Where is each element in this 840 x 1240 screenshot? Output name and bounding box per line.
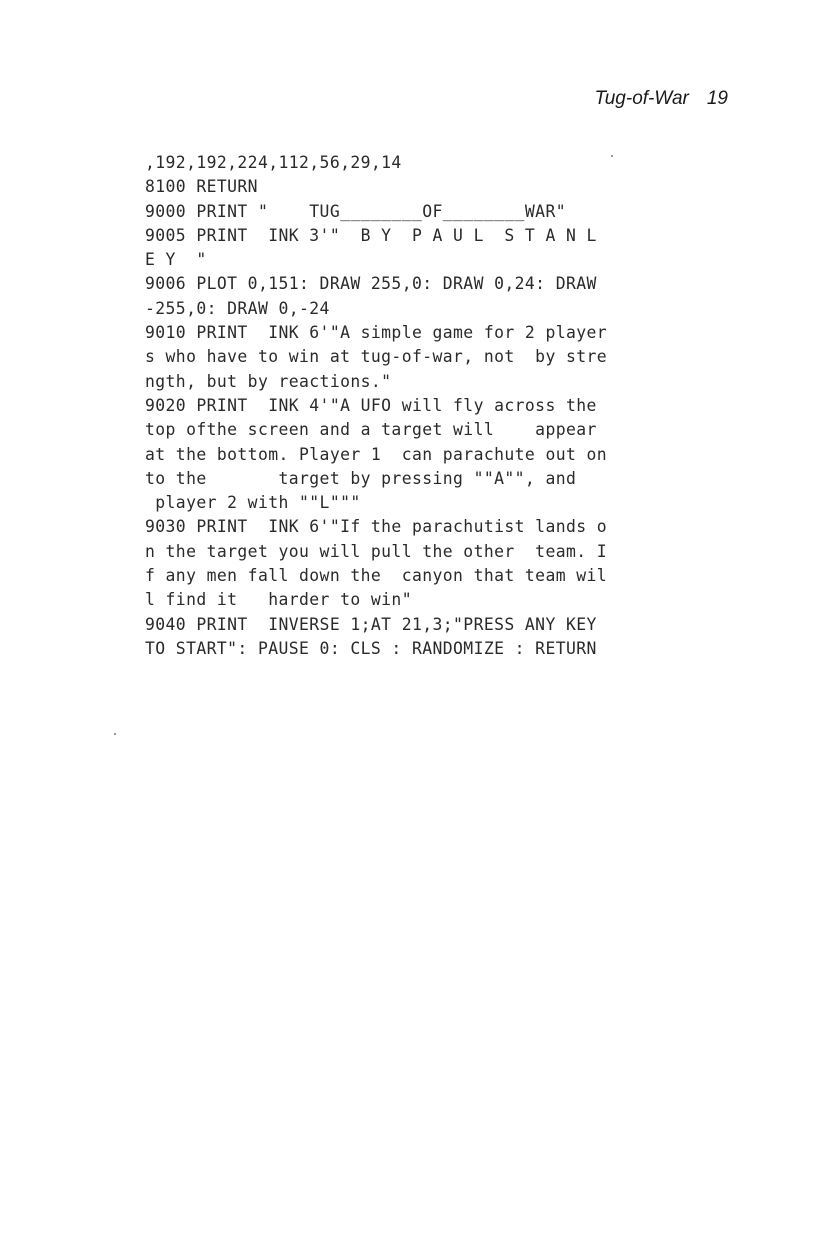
listing-line: 9006 PLOT 0,151: DRAW 255,0: DRAW 0,24: DRAW [145, 274, 597, 294]
listing-line: s who have to win at tug-of-war, not by stre [145, 347, 608, 367]
listing-line: 9020 PRINT INK 4'"A UFO will fly across the [145, 395, 597, 415]
listing-line: player 2 with ""L""" [145, 493, 361, 513]
listing-line: -255,0: DRAW 0,-24 [145, 298, 330, 318]
chapter-title: Tug-of-War [594, 88, 689, 109]
program-listing [145, 151, 745, 661]
paper-speck [611, 155, 613, 157]
listing-line: 9010 PRINT INK 6'"A simple game for 2 player [145, 323, 608, 343]
listing-line: 8100 RETURN [145, 177, 258, 197]
listing-line: top ofthe screen and a target will appear [145, 420, 597, 440]
listing-line: 9040 PRINT INVERSE 1;AT 21,3;"PRESS ANY KEY [145, 614, 597, 634]
running-head [595, 88, 728, 110]
listing-line: E Y " [145, 250, 207, 270]
listing-line: at the bottom. Player 1 can parachute out on [145, 444, 608, 464]
listing-line: to the target by pressing ""A"", and [145, 468, 577, 488]
listing-line: ngth, but by reactions." [145, 371, 392, 391]
listing-line: f any men fall down the canyon that team wil [145, 566, 608, 586]
listing-line: 9005 PRINT INK 3'" B Y P A U L S T A N L [145, 225, 597, 245]
listing-line: 9030 PRINT INK 6'"If the parachutist lands o [145, 517, 608, 537]
listing-line: ,192,192,224,112,56,29,14 [145, 153, 402, 172]
listing-line: TO START": PAUSE 0: CLS : RANDOMIZE : RETURN [145, 638, 597, 658]
paper-speck [114, 733, 116, 735]
listing-line: n the target you will pull the other team. I [145, 541, 608, 561]
listing-line: 9000 PRINT " TUG________OF________WAR" [145, 201, 566, 221]
listing-line: l find it harder to win" [145, 590, 412, 610]
page-number: 19 [706, 88, 728, 109]
